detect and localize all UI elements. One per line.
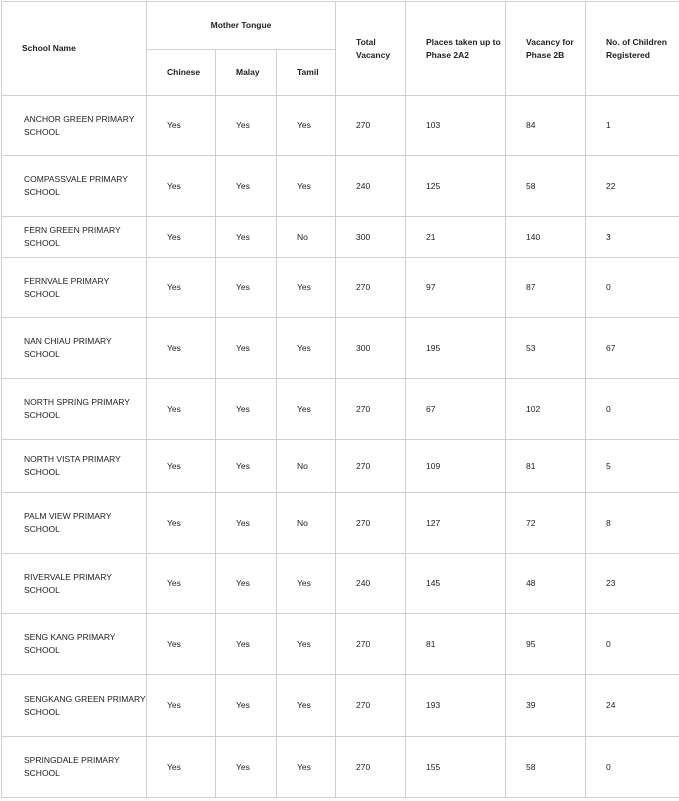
malay-cell: Yes [216, 554, 277, 614]
school-name-cell: RIVERVALE PRIMARY SCHOOL [2, 554, 147, 614]
malay-cell: Yes [216, 379, 277, 440]
chinese-cell: Yes [147, 258, 216, 318]
chinese-cell: Yes [147, 614, 216, 675]
tamil-cell: Yes [277, 318, 336, 379]
tamil-cell: Yes [277, 737, 336, 798]
header-children-registered: No. of Children Registered [586, 2, 679, 96]
registered-cell: 0 [586, 614, 679, 675]
vacancy-2b-cell: 84 [506, 96, 586, 156]
table-row [2, 379, 679, 440]
tamil-cell: No [277, 440, 336, 493]
school-name-cell: PALM VIEW PRIMARY SCHOOL [2, 493, 147, 554]
header-vacancy-phase-2b: Vacancy for Phase 2B [506, 2, 586, 96]
total-vacancy-cell: 270 [336, 737, 406, 798]
chinese-cell: Yes [147, 440, 216, 493]
registered-cell: 0 [586, 737, 679, 798]
places-taken-cell: 103 [406, 96, 506, 156]
chinese-cell: Yes [147, 737, 216, 798]
malay-cell: Yes [216, 675, 277, 737]
places-taken-cell: 125 [406, 156, 506, 217]
vacancy-2b-cell: 102 [506, 379, 586, 440]
malay-cell: Yes [216, 440, 277, 493]
registered-cell: 22 [586, 156, 679, 217]
table-row [2, 614, 679, 675]
registered-cell: 5 [586, 440, 679, 493]
total-vacancy-cell: 300 [336, 318, 406, 379]
places-taken-cell: 193 [406, 675, 506, 737]
total-vacancy-cell: 300 [336, 217, 406, 258]
school-name-cell: FERN GREEN PRIMARY SCHOOL [2, 217, 147, 258]
school-name-cell: SPRINGDALE PRIMARY SCHOOL [2, 737, 147, 798]
header-places-taken: Places taken up to Phase 2A2 [406, 2, 506, 96]
malay-cell: Yes [216, 614, 277, 675]
header-mother-tongue: Mother Tongue [147, 2, 336, 50]
tamil-cell: Yes [277, 554, 336, 614]
total-vacancy-cell: 270 [336, 493, 406, 554]
places-taken-cell: 81 [406, 614, 506, 675]
school-name-cell: FERNVALE PRIMARY SCHOOL [2, 258, 147, 318]
school-name-cell: COMPASSVALE PRIMARY SCHOOL [2, 156, 147, 217]
registered-cell: 1 [586, 96, 679, 156]
table-row [2, 96, 679, 156]
tamil-cell: Yes [277, 156, 336, 217]
registered-cell: 0 [586, 258, 679, 318]
tamil-cell: Yes [277, 675, 336, 737]
registered-cell: 3 [586, 217, 679, 258]
places-taken-cell: 155 [406, 737, 506, 798]
tamil-cell: Yes [277, 96, 336, 156]
vacancy-2b-cell: 72 [506, 493, 586, 554]
table-row [2, 675, 679, 737]
school-name-cell: ANCHOR GREEN PRIMARY SCHOOL [2, 96, 147, 156]
chinese-cell: Yes [147, 156, 216, 217]
chinese-cell: Yes [147, 493, 216, 554]
chinese-cell: Yes [147, 318, 216, 379]
malay-cell: Yes [216, 318, 277, 379]
registered-cell: 24 [586, 675, 679, 737]
vacancy-2b-cell: 53 [506, 318, 586, 379]
malay-cell: Yes [216, 96, 277, 156]
malay-cell: Yes [216, 737, 277, 798]
school-name-cell: SENG KANG PRIMARY SCHOOL [2, 614, 147, 675]
header-chinese: Chinese [147, 50, 216, 96]
total-vacancy-cell: 270 [336, 440, 406, 493]
places-taken-cell: 145 [406, 554, 506, 614]
table-row [2, 217, 679, 258]
total-vacancy-cell: 270 [336, 258, 406, 318]
total-vacancy-cell: 270 [336, 614, 406, 675]
tamil-cell: Yes [277, 379, 336, 440]
total-vacancy-cell: 240 [336, 156, 406, 217]
header-row-top [2, 2, 679, 50]
table-row [2, 156, 679, 217]
tamil-cell: Yes [277, 614, 336, 675]
total-vacancy-cell: 270 [336, 96, 406, 156]
vacancy-2b-cell: 39 [506, 675, 586, 737]
vacancy-2b-cell: 95 [506, 614, 586, 675]
malay-cell: Yes [216, 258, 277, 318]
header-tamil: Tamil [277, 50, 336, 96]
table-row [2, 318, 679, 379]
vacancy-2b-cell: 58 [506, 156, 586, 217]
vacancy-2b-cell: 140 [506, 217, 586, 258]
header-total-vacancy: Total Vacancy [336, 2, 406, 96]
table-body [2, 96, 679, 798]
places-taken-cell: 67 [406, 379, 506, 440]
tamil-cell: Yes [277, 258, 336, 318]
malay-cell: Yes [216, 217, 277, 258]
vacancy-2b-cell: 58 [506, 737, 586, 798]
registered-cell: 67 [586, 318, 679, 379]
vacancy-2b-cell: 87 [506, 258, 586, 318]
school-name-cell: NAN CHIAU PRIMARY SCHOOL [2, 318, 147, 379]
table-row [2, 493, 679, 554]
vacancy-2b-cell: 48 [506, 554, 586, 614]
chinese-cell: Yes [147, 675, 216, 737]
chinese-cell: Yes [147, 379, 216, 440]
table-row [2, 258, 679, 318]
tamil-cell: No [277, 217, 336, 258]
places-taken-cell: 109 [406, 440, 506, 493]
table-row [2, 554, 679, 614]
header-malay: Malay [216, 50, 277, 96]
school-name-cell: NORTH VISTA PRIMARY SCHOOL [2, 440, 147, 493]
school-vacancy-table [1, 1, 679, 798]
chinese-cell: Yes [147, 217, 216, 258]
total-vacancy-cell: 270 [336, 379, 406, 440]
malay-cell: Yes [216, 493, 277, 554]
table-row [2, 737, 679, 798]
registered-cell: 0 [586, 379, 679, 440]
table-row [2, 440, 679, 493]
places-taken-cell: 97 [406, 258, 506, 318]
total-vacancy-cell: 240 [336, 554, 406, 614]
header-school-name: School Name [2, 2, 147, 96]
tamil-cell: No [277, 493, 336, 554]
registered-cell: 8 [586, 493, 679, 554]
malay-cell: Yes [216, 156, 277, 217]
places-taken-cell: 195 [406, 318, 506, 379]
school-name-cell: NORTH SPRING PRIMARY SCHOOL [2, 379, 147, 440]
vacancy-2b-cell: 81 [506, 440, 586, 493]
places-taken-cell: 21 [406, 217, 506, 258]
chinese-cell: Yes [147, 96, 216, 156]
school-name-cell: SENGKANG GREEN PRIMARY SCHOOL [2, 675, 147, 737]
places-taken-cell: 127 [406, 493, 506, 554]
total-vacancy-cell: 270 [336, 675, 406, 737]
chinese-cell: Yes [147, 554, 216, 614]
registered-cell: 23 [586, 554, 679, 614]
